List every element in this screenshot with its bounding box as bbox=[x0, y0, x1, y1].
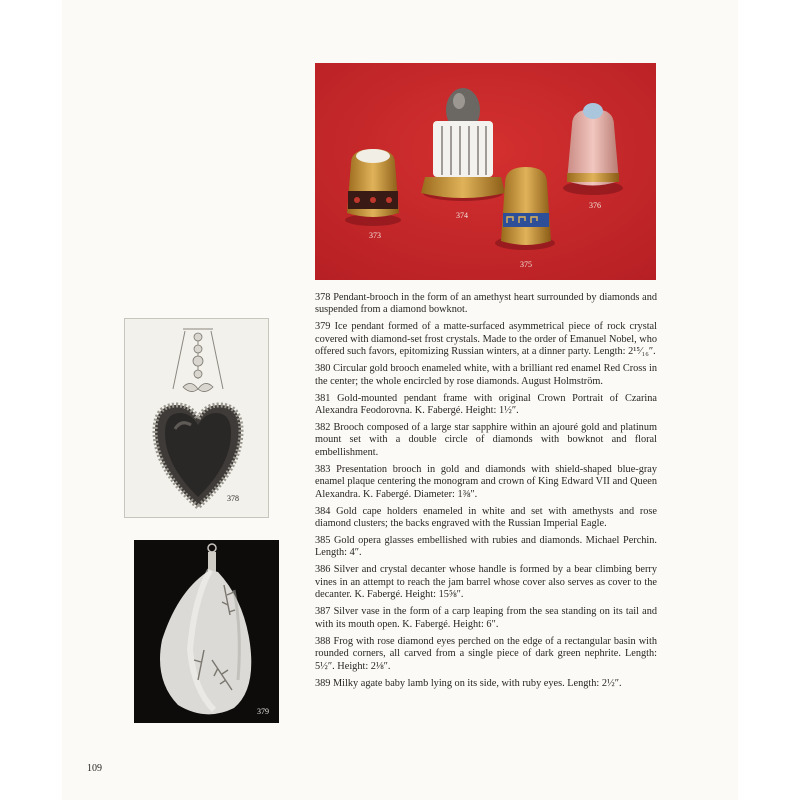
caption-375: 375 bbox=[520, 260, 532, 269]
amethyst-heart-photo bbox=[124, 318, 269, 518]
caption-376: 376 bbox=[589, 201, 601, 210]
entry-386: 386 Silver and crystal decanter whose handle is formed by a bear climbing berry vines in an attempt to reach the jam barrel whose cover also serves as cover to the decanter. K. Fabergé. Height: 15⅝″. bbox=[315, 564, 657, 601]
entry-384: 384 Gold cape holders enameled in white and set with amethysts and rose diamond clusters; the backs engraved with the Russian Imperial Eagle. bbox=[315, 505, 657, 530]
caption-374: 374 bbox=[456, 211, 468, 220]
entry-380: 380 Circular gold brooch enameled white, with a brilliant red enamel Red Cross in the center; the whole encircled by rose diamonds. August Holmström. bbox=[315, 363, 657, 387]
ice-pendant-photo bbox=[134, 540, 279, 723]
caption-378: 378 bbox=[227, 494, 239, 503]
caption-379: 379 bbox=[257, 707, 269, 716]
entry-387: 387 Silver vase in the form of a carp leaping from the sea standing on its tail and with its mouth open. K. Fabergé. Height: 6″. bbox=[315, 606, 657, 630]
entry-385: 385 Gold opera glasses embellished with rubies and diamonds. Michael Perchin. Length: 4″. bbox=[315, 535, 657, 559]
entry-379: 379 Ice pendant formed of a matte-surfaced asymmetrical piece of rock crystal covered with diamond-set frost crystals. Made to the order of Emanuel Nobel, who offered such favors, epitomizing Russian winters, at a dinner party. Length: 2¹⁵⁄₁₆″. bbox=[315, 321, 657, 358]
entry-383: 383 Presentation brooch in gold and diamonds with shield-shaped blue-gray enamel plaque centering the monogram and crown of King Edward VII and Queen Alexandra. K. Fabergé. Diameter: 1⅜″. bbox=[315, 463, 657, 500]
thimbles-photo bbox=[315, 63, 656, 280]
entry-378: 378 Pendant-brooch in the form of an amethyst heart surrounded by diamonds and suspended from a diamond bowknot. bbox=[315, 292, 657, 316]
caption-373: 373 bbox=[369, 231, 381, 240]
entry-381: 381 Gold-mounted pendant frame with original Crown Portrait of Czarina Alexandra Feodorovna. K. Fabergé. Height: 1½″. bbox=[315, 392, 657, 417]
thimble-373 bbox=[345, 149, 401, 226]
entry-388: 388 Frog with rose diamond eyes perched on the edge of a rectangular basin with rounded corners, all carved from a single piece of dark green nephrite. Length: 5½″. Height: 2⅛″. bbox=[315, 635, 657, 672]
entry-389: 389 Milky agate baby lamb lying on its side, with ruby eyes. Length: 2½″. bbox=[315, 677, 622, 689]
page-number: 109 bbox=[87, 763, 102, 774]
entry-382: 382 Brooch composed of a large star sapphire within an ajouré gold and platinum mount set with a double circle of diamonds with bowknot and floral embellishment. bbox=[315, 422, 657, 458]
catalog-entries bbox=[315, 292, 657, 695]
